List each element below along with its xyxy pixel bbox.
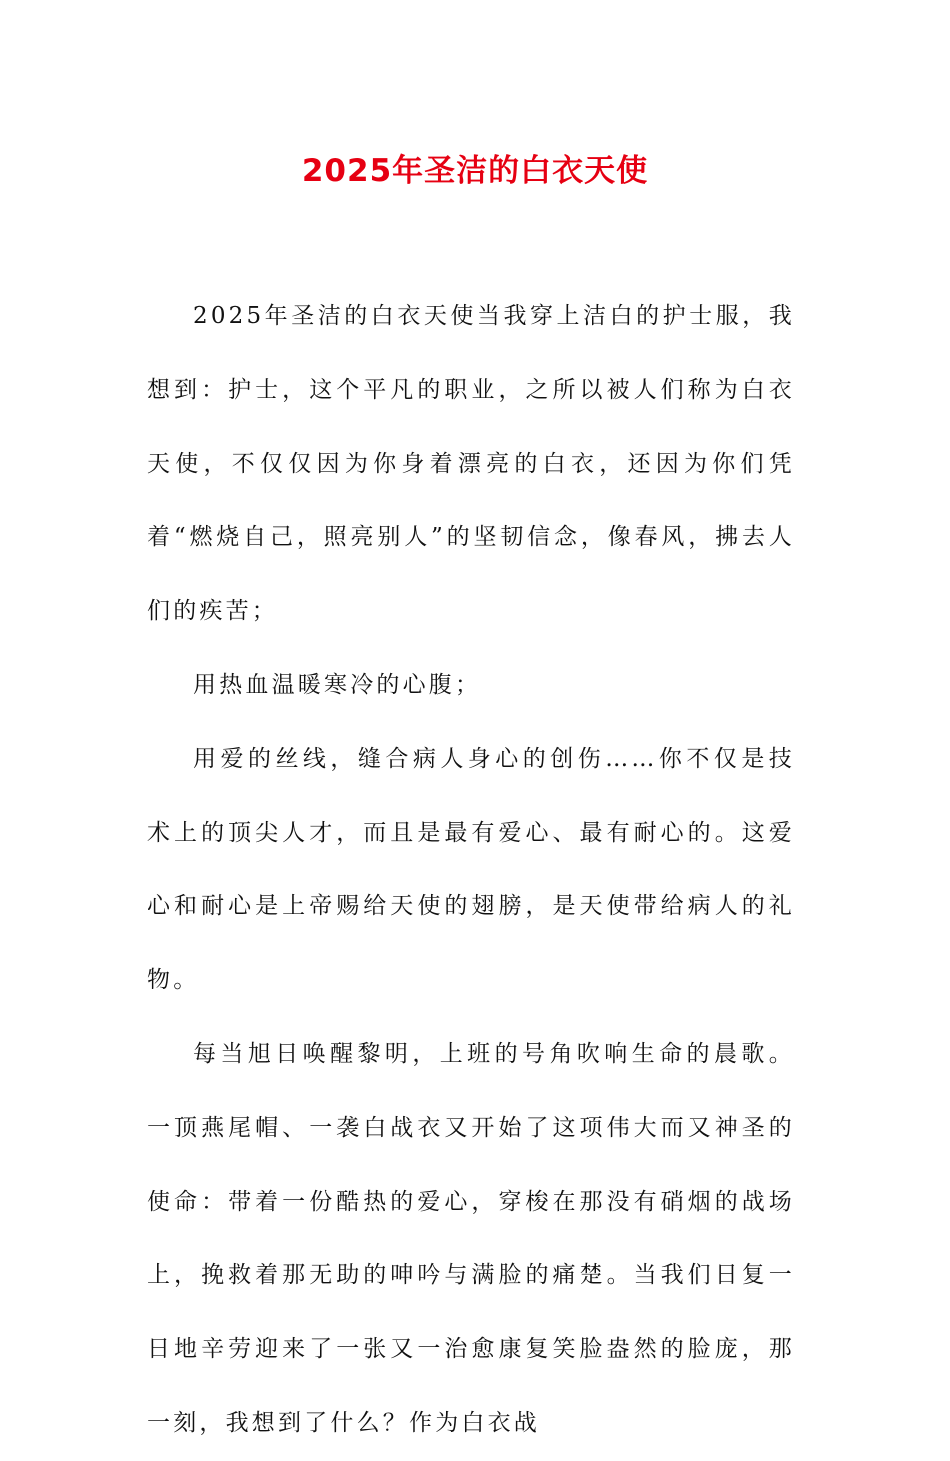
paragraph: 用热血温暖寒冷的心腹； <box>193 671 482 698</box>
document-body <box>147 280 795 1461</box>
paragraph: 用爱的丝线，缝合病人身心的创伤……你不仅是技术上的顶尖人才，而且是最有爱心、最有耐心的。这爱心和耐心是上帝赐给天使的翅膀，是天使带给病人的礼物。 <box>147 745 795 994</box>
document-title: 2025年圣洁的白衣天使 <box>301 153 649 189</box>
paragraph: 2025年圣洁的白衣天使当我穿上洁白的护士服，我想到：护士，这个平凡的职业，之所以被人们称为白衣天使，不仅仅因为你身着漂亮的白衣，还因为你们凭着“燃烧自己，照亮别人”的坚韧信念，像春风，拂去人们的疾苦； <box>147 303 795 625</box>
paragraph: 每当旭日唤醒黎明，上班的号角吹响生命的晨歌。一顶燕尾帽、一袭白战衣又开始了这项伟大而又神圣的使命：带着一份酷热的爱心，穿梭在那没有硝烟的战场上，挽救着那无助的呻吟与满脸的痛楚。当我们日复一日地辛劳迎来了一张又一治愈康复笑脸盎然的脸庞，那一刻，我想到了什么？作为白衣战 <box>147 1040 795 1436</box>
